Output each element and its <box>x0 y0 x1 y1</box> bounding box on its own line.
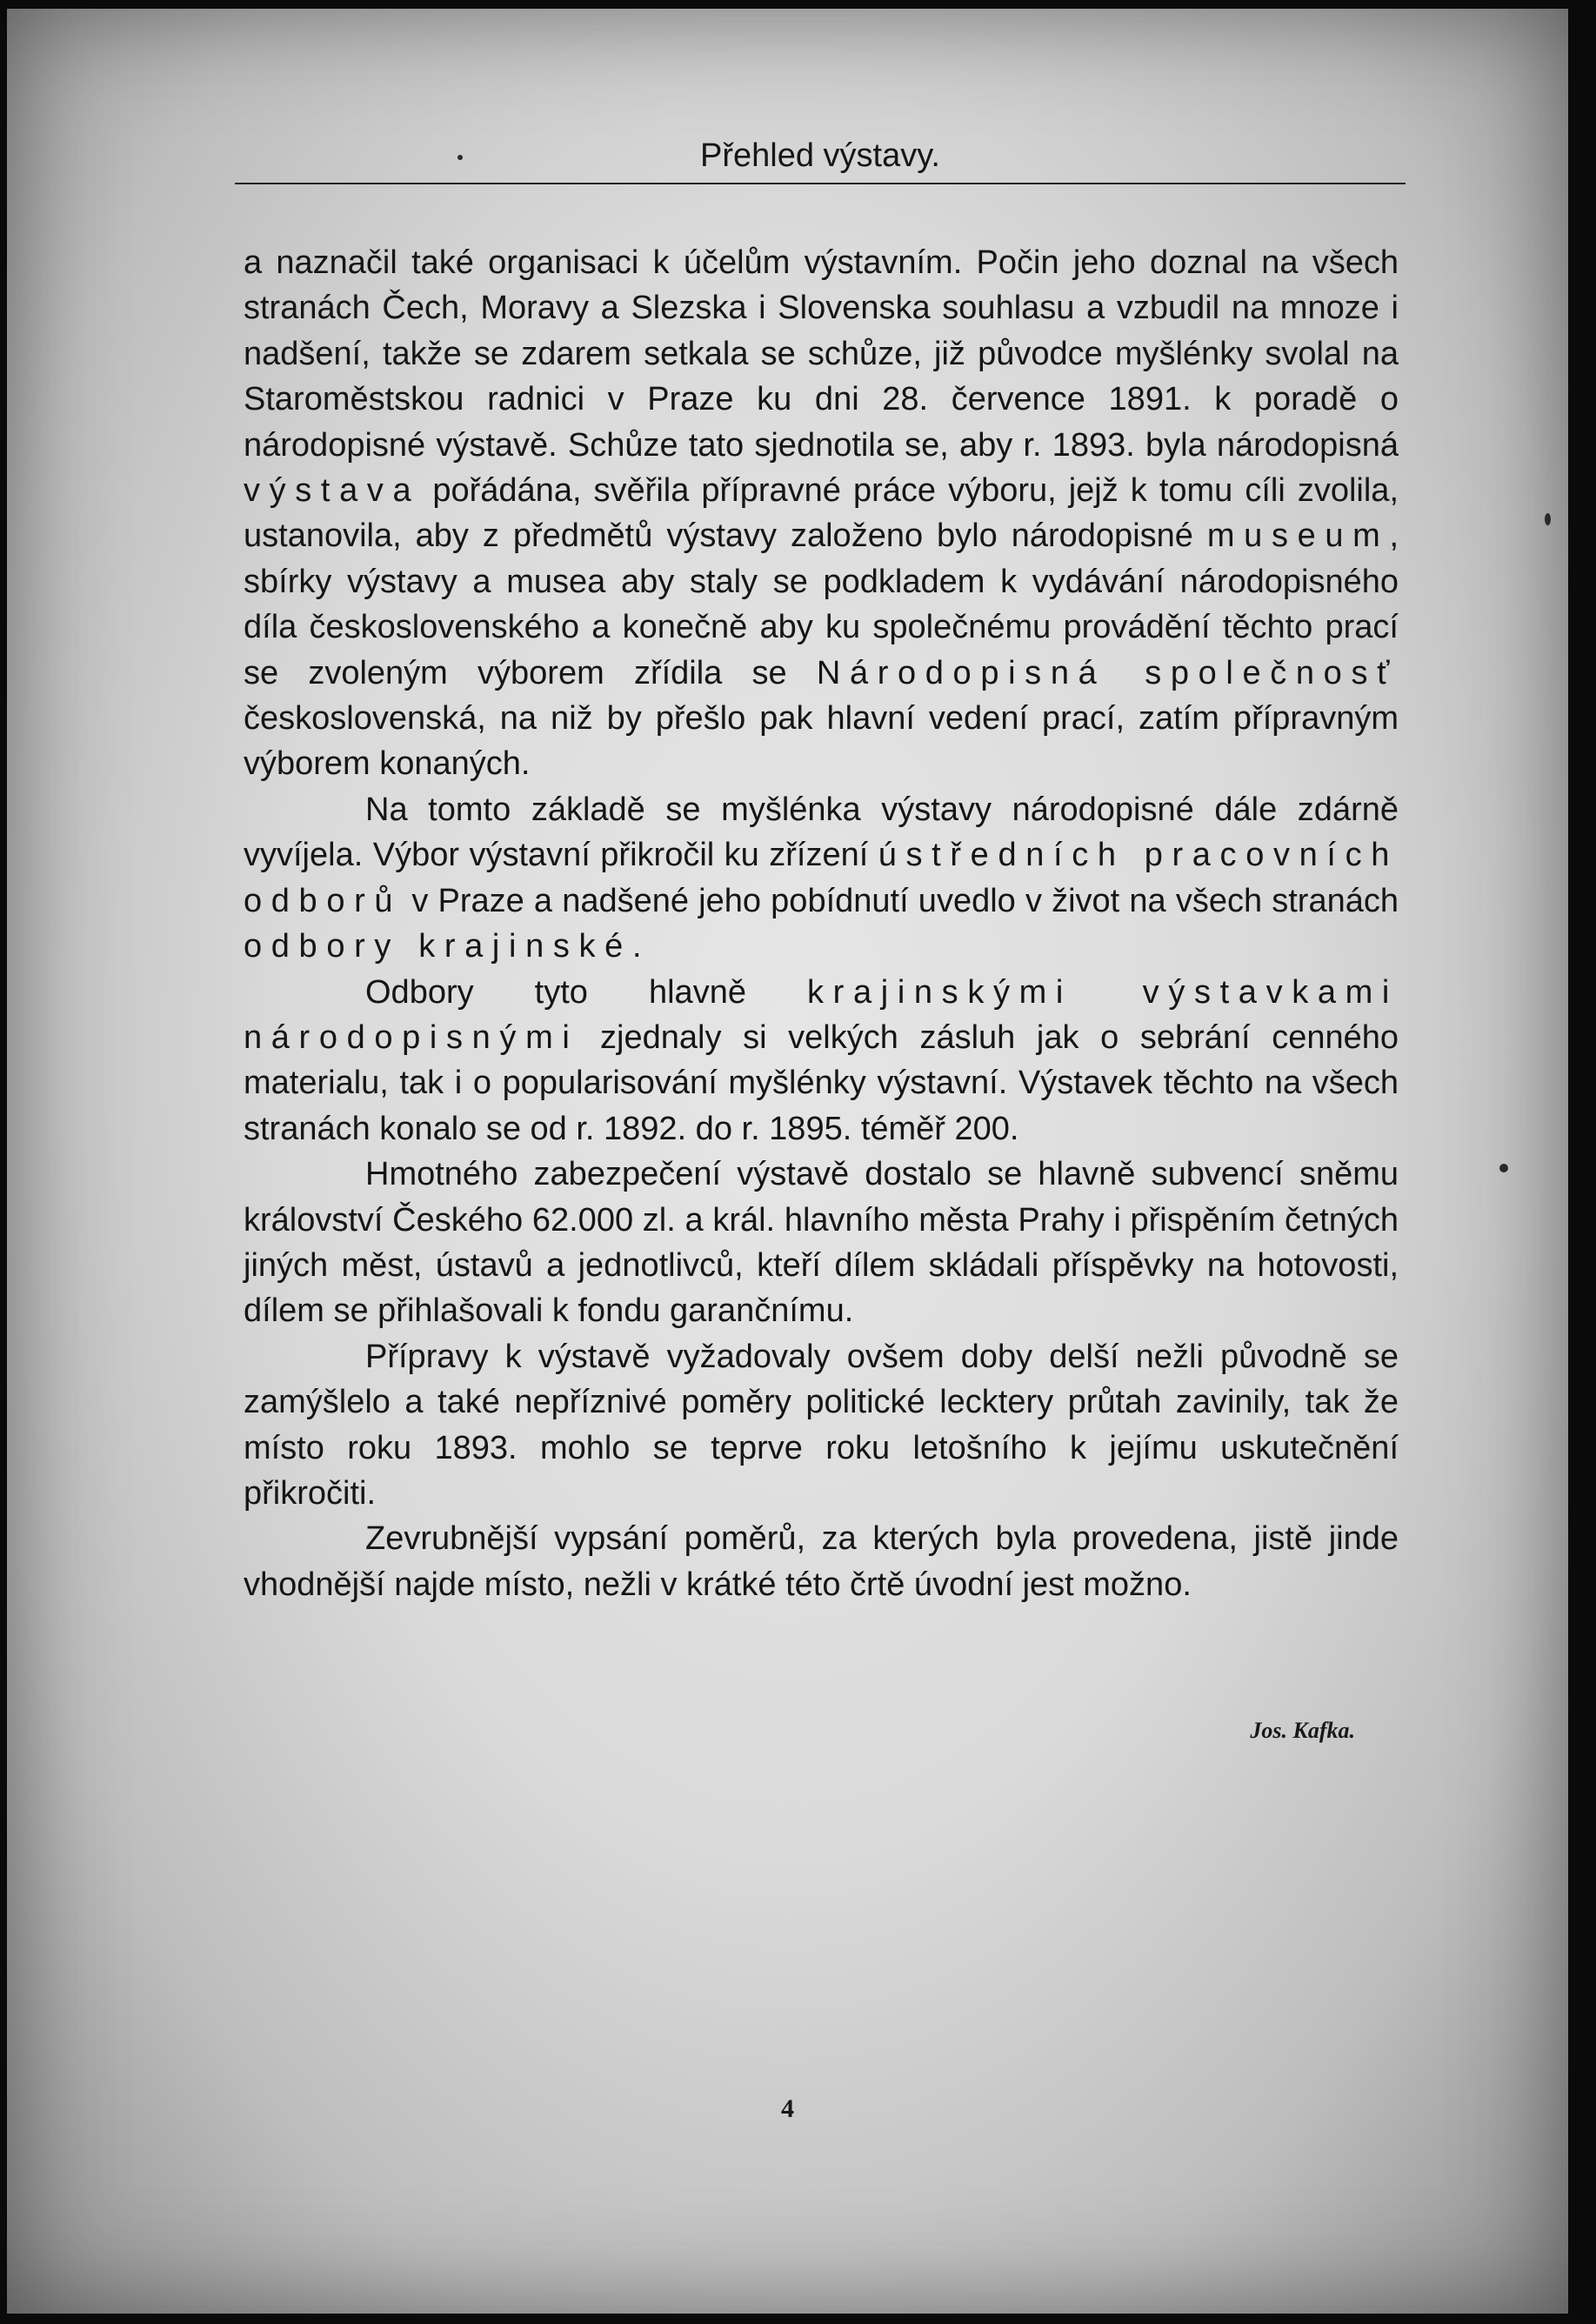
paragraph-2-text-3: . <box>631 928 642 965</box>
paragraph-1-text-2: pořádána, svěřila přípravné práce výboru, jejž k tomu cíli zvolila, ustanovila, aby z předmětů výstavy založeno bylo národopisné <box>244 472 1399 555</box>
paragraph-2-text-2: v Praze a nadšené jeho pobídnutí uvedlo v život na všech stranách <box>402 882 1399 919</box>
paragraph-4: Hmotného zabezpečení výstavě dostalo se hlavně subvencí sněmu království Českého 62.000 zl. a král. hlavního města Prahy i přispěním četných jiných měst, ústavů a jednotlivců, kteří dílem skládali příspěvky na hotovosti, dílem se přihlašovali k fondu garančnímu. <box>244 1156 1399 1330</box>
paragraph-1-text-3: , sbírky výstavy a musea aby staly se podkladem k vydávání národopisného díla československého a konečně aby ku společnému provádění těchto prací se zvoleným výborem zřídila se <box>244 518 1399 691</box>
paragraph-3 <box>244 970 1399 1152</box>
paragraph-1 <box>244 240 1399 787</box>
header-rule <box>235 183 1406 184</box>
paragraph-2 <box>244 787 1399 970</box>
paragraph-1-text-1: a naznačil také organisaci k účelům výstavním. Počin jeho doznal na všech stranách Čech, Moravy a Slezska i Slovenska souhlasu a vzbudil na mnoze i nadšení, takže se zdarem setkala se schůze, již původce myšlénky svolal na Staroměstskou radnici v Praze ku dni 28. července 1891. k poradě o národopisné výstavě. Schůze tato sjednotila se, aby r. 1893. byla národopisná <box>244 244 1399 464</box>
scan-speck <box>457 155 463 160</box>
paragraph-6: Zevrubnější vypsání poměrů, za kterých byla provedena, jistě jinde vhodnější najde místo, nežli v krátké této črtě úvodní jest možno. <box>244 1520 1399 1603</box>
article-text <box>244 240 1399 1607</box>
spaced-word-vystava: výstava <box>244 472 421 510</box>
spaced-words-narodopisna-spolecnost: Národopisná společnosť <box>816 654 1399 691</box>
scanned-page <box>7 9 1568 2314</box>
scan-speck <box>1545 513 1551 525</box>
page-number: 4 <box>781 2094 794 2123</box>
spaced-words-ustrednich-pracovnich-odboru: ústředních pracovních odborů <box>244 837 1399 919</box>
paragraph-3-text-1: Odbory tyto hlavně <box>365 973 808 1011</box>
paragraph-5: Přípravy k výstavě vyžadovaly ovšem doby delší nežli původně se zamýšlelo a také nepříznivé poměry politické lecktery průtah zavinily, tak že místo roku 1893. mohlo se teprve roku letošního k jejímu uskutečnění přikročiti. <box>244 1338 1399 1512</box>
running-header: Přehled výstavy. <box>700 137 940 174</box>
paragraph-1-text-4: československá, na niž by přešlo pak hlavní vedení prací, zatím přípravným výborem konaných. <box>244 700 1399 783</box>
paragraph-3-text-2: zjednaly si velkých zásluh jak o sebrání cenného materialu, tak i o popularisování myšlénky výstavní. Výstavek těchto na všech stranách konalo se od r. 1892. do r. 1895. téměř 200. <box>244 1018 1399 1147</box>
spaced-words-odbory-krajinske: odbory krajinské <box>244 928 632 965</box>
scan-speck <box>1499 1164 1508 1172</box>
spaced-word-museum: museum <box>1206 518 1390 555</box>
paragraph-2-text-1: Na tomto základě se myšlénka výstavy národopisné dále zdárně vyvíjela. Výbor výstavní přikročil ku zřízení <box>244 791 1399 874</box>
author-signature: Jos. Kafka. <box>1250 1718 1355 1743</box>
spaced-words-krajinskymi-vystavkami: krajinskými výstavkami národopisnými <box>244 973 1399 1056</box>
